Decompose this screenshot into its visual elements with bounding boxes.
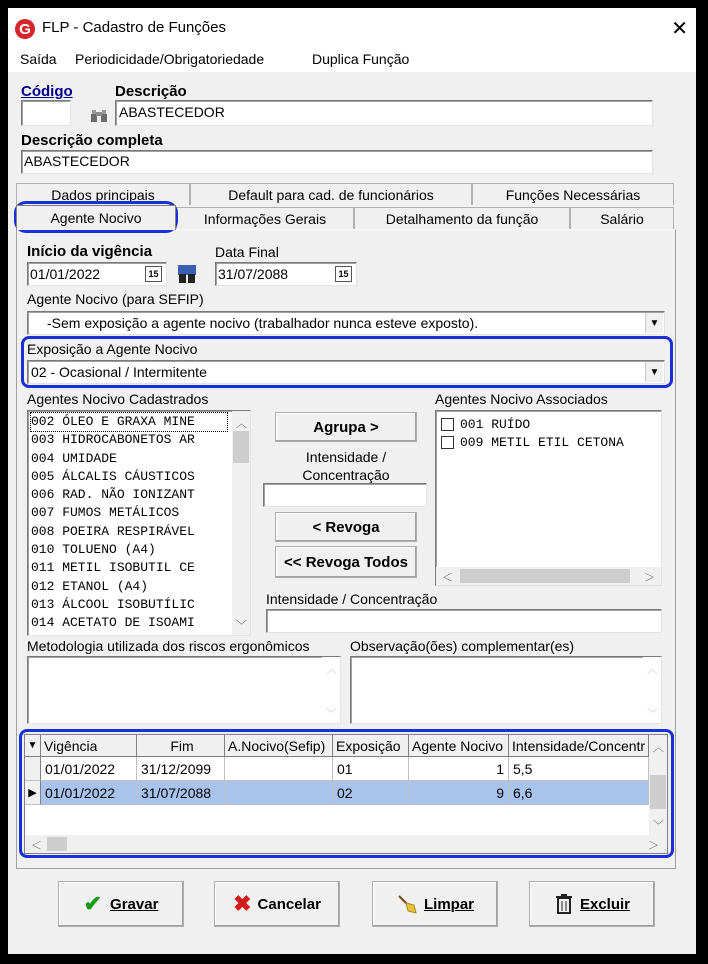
cadastrados-label: Agentes Nocivo Cadastrados xyxy=(27,391,209,407)
sefip-value: -Sem exposição a agente nocivo (trabalhador nunca esteve exposto). xyxy=(47,315,479,331)
tab-informacoes-gerais[interactable]: Informações Gerais xyxy=(176,207,354,229)
associados-hscrollbar[interactable] xyxy=(436,567,661,585)
tab-funcoes-necessarias[interactable]: Funções Necessárias xyxy=(472,183,674,205)
menu-bar xyxy=(8,48,696,72)
row-pointer-icon: ▶ xyxy=(25,781,41,805)
grid-cell[interactable]: 01/01/2022 xyxy=(41,757,137,781)
cadastrados-list[interactable] xyxy=(27,410,251,636)
associado-label: 009 METIL ETIL CETONA xyxy=(460,434,624,450)
cancelar-button[interactable] xyxy=(214,881,340,927)
grid-cell[interactable]: 1 xyxy=(409,757,509,781)
cadastrado-list-item[interactable]: 004 UMIDADE xyxy=(31,450,117,466)
intensidade2-input[interactable] xyxy=(266,609,662,633)
scroll-thumb[interactable] xyxy=(233,431,249,463)
excluir-button[interactable] xyxy=(529,881,655,927)
intensidade-input[interactable] xyxy=(263,483,427,507)
grid-cell[interactable]: 01 xyxy=(333,757,409,781)
cadastrado-list-item[interactable]: 010 TOLUENO (A4) xyxy=(31,542,156,558)
metodologia-textarea[interactable] xyxy=(27,656,341,724)
gravar-button[interactable] xyxy=(58,881,184,927)
sefip-select[interactable] xyxy=(27,311,665,335)
final-calendar-icon[interactable]: 15 xyxy=(335,266,352,282)
associados-label: Agentes Nocivo Associados xyxy=(435,391,608,407)
title-bar xyxy=(8,8,696,48)
observacao-textarea[interactable] xyxy=(350,656,662,724)
grid-header-cell[interactable]: Exposição xyxy=(333,735,409,757)
calendar-binoculars-icon xyxy=(176,264,198,284)
tab-detalhamento-funcao[interactable]: Detalhamento da função xyxy=(354,207,570,229)
grid-cell[interactable]: 02 xyxy=(333,781,409,805)
descricao-input[interactable]: ABASTECEDOR xyxy=(115,100,653,126)
scroll-left-icon[interactable]: ＜ xyxy=(31,840,42,852)
window-title: FLP - Cadastro de Funções xyxy=(42,19,226,36)
excluir-label: Excluir xyxy=(579,895,631,913)
exposicao-value: 02 - Ocasional / Intermitente xyxy=(31,364,207,380)
metodologia-scrollbar[interactable] xyxy=(322,657,340,723)
data-final-label: Data Final xyxy=(215,244,279,260)
grid-cell[interactable]: 31/07/2088 xyxy=(137,781,225,805)
checkbox[interactable] xyxy=(441,436,454,449)
cadastrado-list-item[interactable]: 012 ETANOL (A4) xyxy=(31,578,149,594)
cadastrado-list-item[interactable]: 013 ÁLCOOL ISOBUTÍLIC xyxy=(31,596,195,612)
scroll-up-icon[interactable]: ︿ xyxy=(326,664,337,676)
codigo-input[interactable] xyxy=(21,100,71,126)
scroll-up-icon[interactable]: ︿ xyxy=(236,418,247,430)
inicio-calendar-icon[interactable]: 15 xyxy=(145,266,162,282)
main-window xyxy=(8,8,696,954)
menu-periodicidade[interactable]: Periodicidade/Obrigatoriedade xyxy=(75,51,265,67)
observacao-label: Observação(ões) complementar(es) xyxy=(350,638,575,654)
grid-cell[interactable]: 31/12/2099 xyxy=(137,757,225,781)
vigencia-search-button[interactable] xyxy=(174,262,200,286)
trash-icon xyxy=(554,893,574,915)
revoga-todos-button[interactable]: << Revoga Todos xyxy=(275,546,417,578)
descricao-completa-label: Descrição completa xyxy=(21,132,163,149)
highlight-exposicao xyxy=(21,336,673,388)
binoculars-icon xyxy=(90,109,108,123)
binoculars-search-button[interactable] xyxy=(87,106,111,126)
grid-header-cell[interactable]: Intensidade/Concentr xyxy=(509,735,649,757)
scroll-down-icon[interactable]: ﹀ xyxy=(326,708,337,720)
cadastrado-list-item[interactable]: 003 HIDROCABONETOS AR xyxy=(31,432,195,448)
scroll-left-icon[interactable]: ＜ xyxy=(442,572,453,584)
observacao-scrollbar[interactable] xyxy=(643,657,661,723)
checkbox[interactable] xyxy=(441,418,454,431)
scroll-right-icon[interactable]: ＞ xyxy=(644,572,655,584)
tab-agente-nocivo[interactable]: Agente Nocivo xyxy=(16,205,176,230)
menu-duplica-funcao[interactable]: Duplica Função xyxy=(312,51,410,67)
intensidade-label: Intensidade / Concentração xyxy=(302,449,390,483)
grid-header-cell[interactable]: Vigência xyxy=(41,735,137,757)
exposicao-label: Exposição a Agente Nocivo xyxy=(27,341,198,357)
scroll-up-icon[interactable]: ︿ xyxy=(647,664,658,676)
cadastrado-list-item[interactable]: 006 RAD. NÃO IONIZANT xyxy=(31,487,195,503)
x-icon: ✖ xyxy=(233,891,252,916)
tab-salario[interactable]: Salário xyxy=(570,207,674,229)
associados-hscroll-thumb[interactable] xyxy=(460,569,630,583)
tab-dados-principais[interactable]: Dados principais xyxy=(16,183,190,205)
data-final-input[interactable]: 31/07/2088 xyxy=(215,262,357,286)
revoga-button[interactable]: < Revoga xyxy=(275,512,417,542)
inicio-vigencia-input[interactable]: 01/01/2022 xyxy=(27,262,167,286)
intensidade2-label: Intensidade / Concentração xyxy=(266,591,438,607)
grid-header-cell[interactable]: Fim xyxy=(137,735,225,757)
grid-header-cell[interactable]: Agente Nocivo xyxy=(409,735,509,757)
close-icon[interactable]: ✕ xyxy=(671,18,688,40)
cadastrado-list-item[interactable]: 014 ACETATO DE ISOAMI xyxy=(31,615,195,631)
grid-cell[interactable]: 5,5 xyxy=(509,757,649,781)
descricao-label: Descrição xyxy=(115,83,187,100)
tab-default-cad-funcionarios[interactable]: Default para cad. de funcionários xyxy=(190,183,472,205)
scroll-up-icon[interactable]: ︿ xyxy=(653,742,664,754)
menu-saida[interactable]: Saída xyxy=(20,51,57,67)
inicio-vigencia-label: Início da vigência xyxy=(27,243,153,260)
scroll-down-icon[interactable]: ﹀ xyxy=(236,620,247,632)
associado-list-item[interactable] xyxy=(441,433,661,451)
limpar-label: Limpar xyxy=(423,895,474,913)
app-logo-icon: G xyxy=(15,19,35,39)
exposicao-dropdown-icon[interactable]: ▼ xyxy=(645,362,663,382)
cancelar-label: Cancelar xyxy=(257,895,321,913)
metodologia-label: Metodologia utilizada dos riscos ergonômicos xyxy=(27,638,310,654)
cadastrado-list-item[interactable]: 005 ÁLCALIS CÁUSTICOS xyxy=(31,468,195,484)
cadastrados-scrollbar[interactable] xyxy=(232,411,250,635)
checkmark-icon: ✔ xyxy=(83,891,103,916)
cadastrado-list-item[interactable]: 002 ÓLEO E GRAXA MINE xyxy=(31,413,227,431)
associado-label: 001 RUÍDO xyxy=(460,416,531,432)
sefip-dropdown-icon[interactable]: ▼ xyxy=(645,313,663,333)
agrupa-button[interactable]: Agrupa > xyxy=(275,412,417,442)
scroll-down-icon[interactable]: ﹀ xyxy=(647,708,658,720)
codigo-label: Código xyxy=(21,83,73,100)
grid-header-cell[interactable]: A.Nocivo(Sefip) xyxy=(225,735,333,757)
cadastrado-list-item[interactable]: 007 FUMOS METÁLICOS xyxy=(31,505,180,521)
grid-header-indicator: ▼ xyxy=(25,735,41,757)
cadastrado-list-item[interactable]: 011 METIL ISOBUTIL CE xyxy=(31,560,195,576)
descricao-completa-input[interactable]: ABASTECEDOR xyxy=(21,150,653,174)
highlight-grid xyxy=(19,729,674,858)
cadastrado-list-item[interactable]: 008 POEIRA RESPIRÁVEL xyxy=(31,523,195,539)
scroll-down-icon[interactable]: ﹀ xyxy=(653,820,664,832)
gravar-label: Gravar xyxy=(110,895,159,913)
associado-list-item[interactable] xyxy=(441,415,661,433)
grid-cell[interactable]: 9 xyxy=(409,781,509,805)
sefip-label: Agente Nocivo (para SEFIP) xyxy=(27,291,204,307)
grid-cell[interactable]: 6,6 xyxy=(509,781,649,805)
scroll-right-icon[interactable]: ＞ xyxy=(648,840,659,852)
broom-icon xyxy=(396,893,418,915)
limpar-button[interactable] xyxy=(372,881,498,927)
grid-cell[interactable]: 01/01/2022 xyxy=(41,781,137,805)
associados-list[interactable] xyxy=(435,410,662,586)
